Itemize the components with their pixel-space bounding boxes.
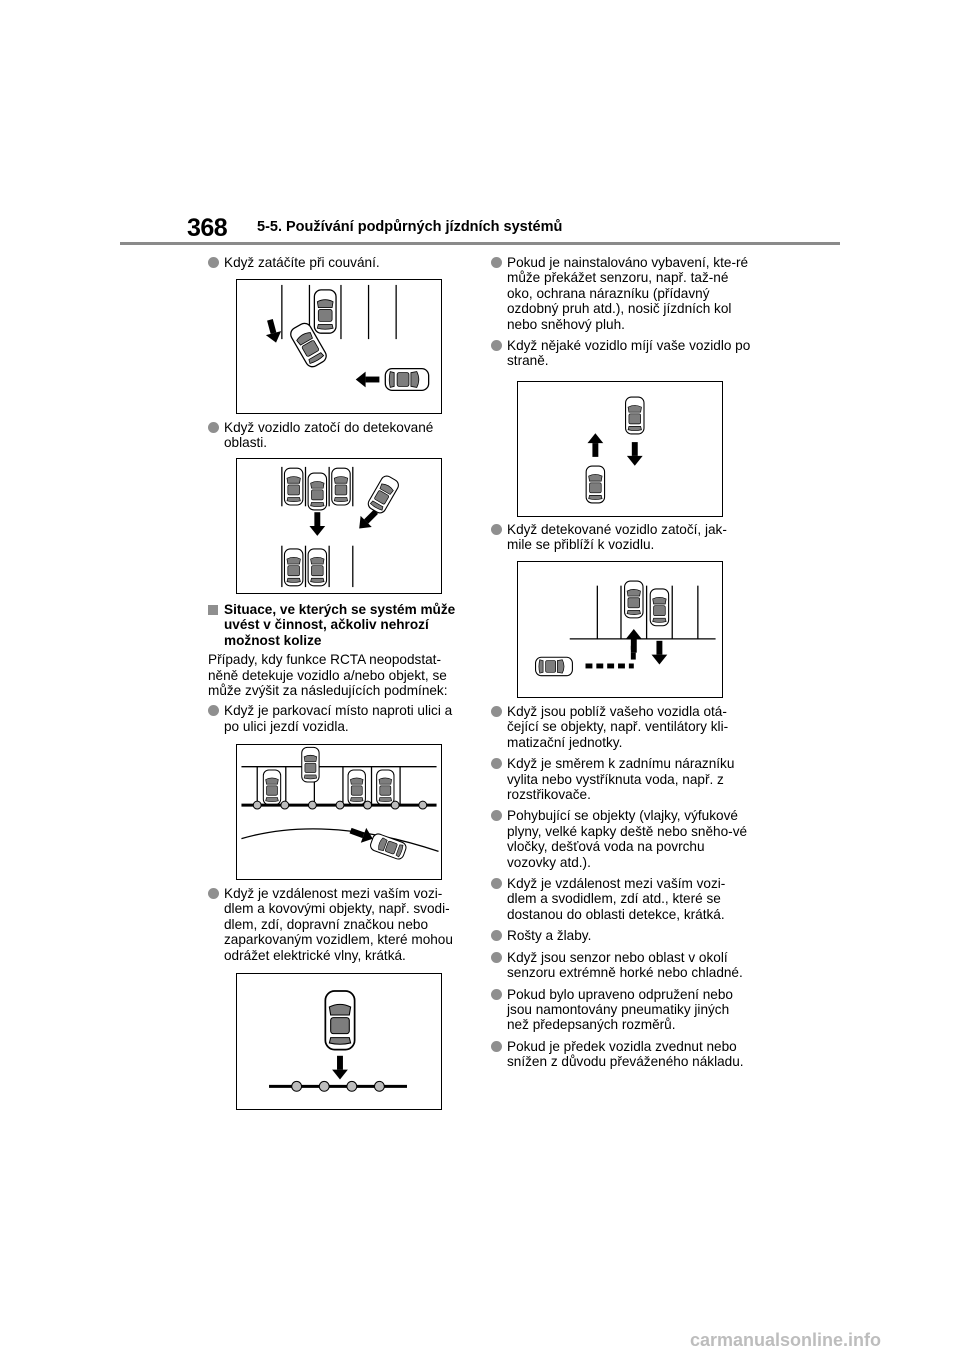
bullet-dot-icon (491, 340, 502, 351)
left-bullet-4 (208, 886, 468, 969)
situations-paragraph: Případy, kdy funkce RCTA neopodstat-něně detekuje vozidlo a/nebo objekt, se může zvýšit za následujících podmínek: (208, 652, 448, 699)
figure-turning-reverse (236, 279, 442, 414)
header-rule (120, 242, 840, 245)
bullet-dot-icon (208, 888, 219, 899)
square-bullet-icon (208, 605, 218, 615)
bullet-dot-icon (491, 257, 502, 268)
bullet-dot-icon (491, 989, 502, 1000)
figure-metal-objects (236, 973, 442, 1110)
figure-vehicle-passing (517, 381, 723, 517)
bullet-dot-icon (491, 1041, 502, 1052)
bullet-dot-icon (208, 705, 219, 716)
bullet-dot-icon (491, 524, 502, 535)
page-number: 368 (187, 214, 228, 242)
situations-heading: Situace, ve kterých se systém může uvést v činnost, ačkoliv nehrozí možnost kolize (224, 602, 456, 648)
bullet-text: Když vozidlo zatočí do detekované oblasti. (224, 420, 434, 451)
bullet-text: Pokud je předek vozidla zvednut nebo snížen z důvodu převáženého nákladu. (507, 1038, 744, 1070)
bullet-text: Když je parkovací místo naproti ulici a po ulici jezdí vozidla. (224, 703, 453, 734)
bullet-dot-icon (208, 422, 219, 433)
bullet-text: Když nějaké vozidlo míjí vaše vozidlo po straně. (507, 338, 751, 369)
left-bullet-1 (208, 255, 468, 276)
figure-detected-vehicle-turns (517, 561, 723, 698)
footer-watermark: carmanualsonline.info (690, 1330, 882, 1350)
bullet-text: Když je vzdálenost mezi vaším vozi-dlem a svodidlem, zdí atd., které se dostanou do oblasti detekce, krátká. (507, 876, 726, 922)
bullet-dot-icon (491, 706, 502, 717)
figure-parking-across-street (236, 744, 442, 880)
bullet-text: Pokud bylo upraveno odpružení nebo jsou namontovány pneumatiky jiných než předepsaných rozměrů. (507, 986, 733, 1033)
bullet-text: Pokud je nainstalováno vybavení, kte-ré může překážet senzoru, např. taž-né oko, ochrana nárazníku (přídavný ozdobný pruh atd.), nosič jízdních kol nebo sněhový pluh. (507, 255, 749, 332)
bullet-text: Když je vzdálenost mezi vaším vozi-dlem a kovovými objekty, např. svodi-dlem, zdí, dopravní značkou nebo zaparkovaným vozidlem, které mohou odrážet elektrické vlny, krátká. (224, 886, 453, 963)
right-bullet-3 (491, 522, 751, 559)
bullet-dot-icon (491, 878, 502, 889)
bullet-text: Když zatáčíte při couvání. (224, 255, 380, 270)
bullet-text: Když je směrem k zadnímu nárazníku vylita nebo vystříknuta voda, např. z rozstřikovače. (507, 756, 735, 803)
bullet-text: Když jsou senzor nebo oblast v okolí senzoru extrémně horké nebo chladné. (507, 949, 743, 981)
figure-vehicle-turns-into-area (236, 458, 442, 594)
bullet-text: Rošty a žlaby. (507, 928, 592, 944)
bullet-dot-icon (491, 952, 502, 963)
left-situations-block (208, 600, 468, 740)
bullet-text: Když jsou poblíž vašeho vozidla otá-čející se objekty, např. ventilátory kli-matizační jednotky. (507, 704, 729, 750)
bullet-text: Pohybující se objekty (vlajky, výfukové plyny, velké kapky deště nebo sněho-vé vločky, dešťová voda na povrchu vozovky atd.). (507, 808, 748, 870)
section-title: 5-5. Používání podpůrných jízdních systémů (257, 219, 563, 235)
bullet-dot-icon (491, 758, 502, 769)
right-bullets-bottom (491, 704, 751, 1076)
left-bullet-2 (208, 420, 468, 457)
bullet-dot-icon (491, 930, 502, 941)
right-bullets-top (491, 255, 751, 375)
bullet-text: Když detekované vozidlo zatočí, jak-mile se přiblíží k vozidlu. (507, 522, 727, 553)
bullet-dot-icon (491, 810, 502, 821)
bullet-dot-icon (208, 257, 219, 268)
